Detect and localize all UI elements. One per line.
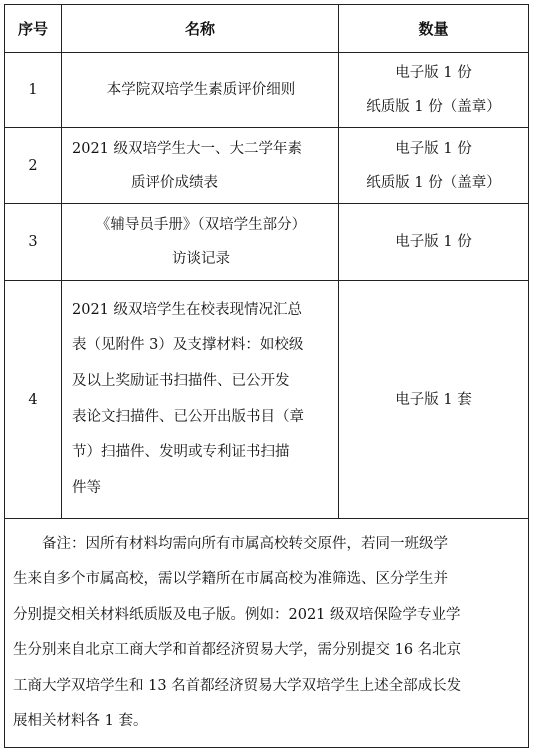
row-qty xyxy=(339,53,529,128)
note-line: 备注：因所有材料均需向所有市属高校转交原件，若同一班级学 xyxy=(42,536,448,552)
row-qty xyxy=(339,281,529,519)
row-number: 1 xyxy=(5,53,62,128)
row-qty-line: 电子版 1 份 xyxy=(395,234,472,250)
row-name-line: 2021 级双培学生大一、大二学年素 xyxy=(72,140,303,157)
note-cell xyxy=(5,519,529,748)
row-name xyxy=(62,53,339,128)
row-qty-line: 电子版 1 份 xyxy=(395,65,472,81)
row-number: 3 xyxy=(5,204,62,281)
note-line: 生来自多个市属高校，需以学籍所在市属高校为准筛选、区分学生并 xyxy=(13,571,448,588)
note-line: 分别提交相关材料纸质版及电子版。例如：2021 级双培保险学专业学 xyxy=(13,606,461,623)
header-name: 名称 xyxy=(62,5,339,53)
row-name-line: 本学院双培学生素质评价细则 xyxy=(106,82,296,98)
row-number: 2 xyxy=(5,128,62,204)
row-name-line: 表论文扫描件、已公开出版书目（章 xyxy=(72,408,304,425)
table-header-row xyxy=(5,5,529,53)
row-number: 4 xyxy=(5,281,62,519)
row-name-line: 节）扫描件、发明或专利证书扫描 xyxy=(72,444,290,461)
materials-table xyxy=(4,4,529,748)
note-row xyxy=(5,519,529,748)
row-name xyxy=(62,204,339,281)
header-no: 序号 xyxy=(5,5,62,53)
row-name-line: 表（见附件 3）及支撑材料：如校级 xyxy=(72,337,304,354)
note-line: 展相关材料各 1 套。 xyxy=(13,713,148,730)
row-qty-line: 电子版 1 份 xyxy=(395,140,472,157)
header-qty: 数量 xyxy=(339,5,529,53)
row-qty xyxy=(339,128,529,204)
row-name-line: 访谈记录 xyxy=(172,251,230,267)
table-row xyxy=(5,53,529,128)
row-name-line: 《辅导员手册》（双培学生部分） xyxy=(95,217,307,233)
row-name xyxy=(62,281,339,519)
row-name-line: 质评价成绩表 xyxy=(131,174,218,191)
row-qty-line: 纸质版 1 份（盖章） xyxy=(366,99,501,115)
note-line: 工商大学双培学生和 13 名首都经济贸易大学双培学生上述全部成长发 xyxy=(13,677,462,694)
row-qty-line: 电子版 1 套 xyxy=(395,391,472,408)
table-row xyxy=(5,204,529,281)
row-qty xyxy=(339,204,529,281)
row-qty-line: 纸质版 1 份（盖章） xyxy=(366,174,501,191)
note-line: 生分别来自北京工商大学和首都经济贸易大学，需分别提交 16 名北京 xyxy=(13,642,462,659)
row-name-line: 2021 级双培学生在校表现情况汇总 xyxy=(72,301,303,318)
table-row xyxy=(5,281,529,519)
row-name-line: 件等 xyxy=(72,479,101,496)
row-name xyxy=(62,128,339,204)
table-row xyxy=(5,128,529,204)
document-page xyxy=(4,4,528,748)
row-name-line: 及以上奖励证书扫描件、已公开发 xyxy=(72,372,290,389)
